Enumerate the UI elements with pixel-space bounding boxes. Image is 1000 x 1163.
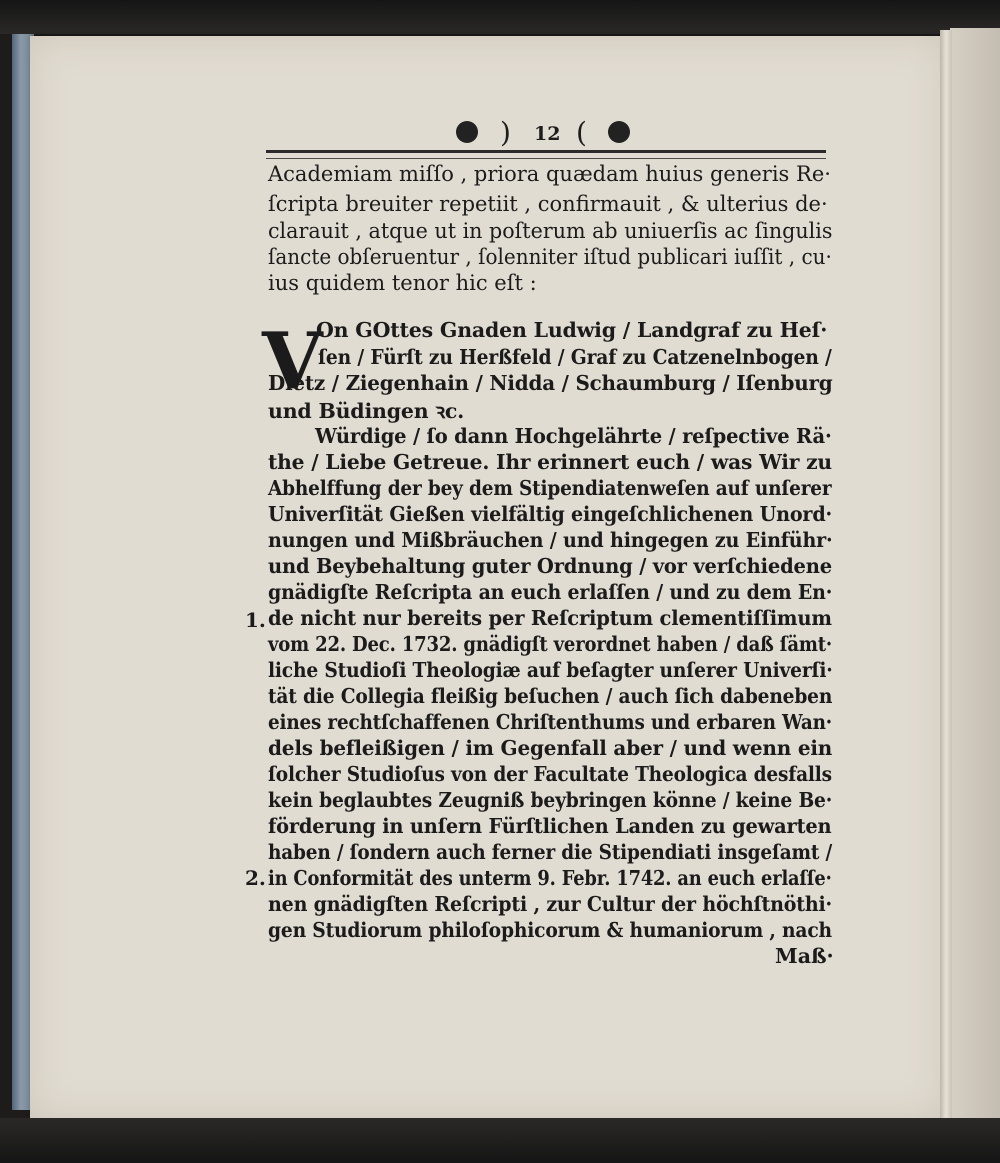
decree-line: gnädigſte Reſcripta an euch erlaſſen / und zu dem En· (268, 580, 833, 604)
decree-line: und Beybehaltung guter Ordnung / vor verſchiedene (268, 554, 832, 578)
decree-line: gen Studiorum philoſophicorum & humaniorum , nach (268, 918, 832, 942)
header-paren-close: ) (500, 116, 511, 149)
scanner-background-top (0, 0, 1000, 34)
drop-cap: V (262, 316, 323, 407)
book-gutter (940, 30, 952, 1125)
ornament-icon (608, 121, 630, 143)
page-header (456, 115, 646, 151)
bleed-through-text (560, 292, 565, 312)
latin-line: ſancte obſeruentur , ſolenniter iſtud publicari iuſſit , cu· (268, 245, 832, 269)
margin-note: 2. (245, 866, 266, 890)
decree-line: haben / ſondern auch ferner die Stipendiati insgeſamt / (268, 840, 833, 864)
catchword: Maß· (775, 944, 834, 968)
decree-line: de nicht nur bereits per Reſcriptum clementiſſimum (268, 606, 832, 630)
latin-line: clarauit , atque ut in poſterum ab uniuerſis ac ſingulis (268, 219, 833, 243)
decree-line: Würdige / ſo dann Hochgelährte / reſpective Rä· (315, 424, 832, 448)
decree-line: On GOttes Gnaden Ludwig / Landgraf zu Heſ· (316, 318, 828, 342)
decree-line: in Conformität des unterm 9. Febr. 1742. an euch erlaſſe· (268, 866, 832, 890)
decree-line: ſen / Fürſt zu Herßfeld / Graf zu Catzenelnbogen / (318, 345, 832, 369)
decree-line: förderung in unſern Fürſtlichen Landen zu gewarten (268, 814, 832, 838)
decree-line: the / Liebe Getreue. Ihr erinnert euch / was Wir zu (268, 450, 832, 474)
decree-line: Univerſität Gießen vielfältig eingeſchlichenen Unord· (268, 502, 833, 526)
decree-line: ſolcher Studioſus von der Facultate Theologica desfalls (268, 762, 832, 786)
adjacent-page-edge (950, 28, 1000, 1138)
header-paren-open: ( (576, 116, 587, 149)
decree-line: vom 22. Dec. 1732. gnädigſt verordnet haben / daß ſämt· (268, 632, 832, 656)
decree-line: Abhelffung der bey dem Stipendiatenweſen auf unſerer (268, 476, 832, 500)
decree-line: nungen und Mißbräuchen / und hingegen zu Einführ· (268, 528, 833, 552)
decree-line: eines rechtſchaffenen Chriſtenthums und erbaren Wan· (268, 710, 833, 734)
decree-line: tät die Collegia fleißig beſuchen / auch ſich dabeneben (268, 684, 833, 708)
latin-line: ſcripta breuiter repetiit , confirmauit , & ulterius de· (268, 192, 828, 216)
decree-line: Dietz / Ziegenhain / Nidda / Schaumburg / Iſenburg (268, 371, 833, 395)
latin-line: ius quidem tenor hic eſt : (268, 271, 537, 295)
ornament-icon (456, 121, 478, 143)
latin-line: Academiam miſſo , priora quædam huius generis Re· (268, 162, 831, 186)
decree-line: nen gnädigſten Reſcripti , zur Cultur der höchſtnöthi· (268, 892, 833, 916)
scanner-background-bottom (0, 1118, 1000, 1163)
margin-note: 1. (245, 608, 266, 632)
page-number: 12 (534, 123, 561, 145)
decree-line: und Büdingen ꝛc. (268, 399, 465, 423)
header-rule (266, 150, 826, 159)
decree-line: kein beglaubtes Zeugniß beybringen könne / keine Be· (268, 788, 833, 812)
decree-line: liche Studioſi Theologiæ auf beſagter unſerer Univerſi· (268, 658, 833, 682)
decree-line: dels befleißigen / im Gegenfall aber / und wenn ein (268, 736, 833, 760)
